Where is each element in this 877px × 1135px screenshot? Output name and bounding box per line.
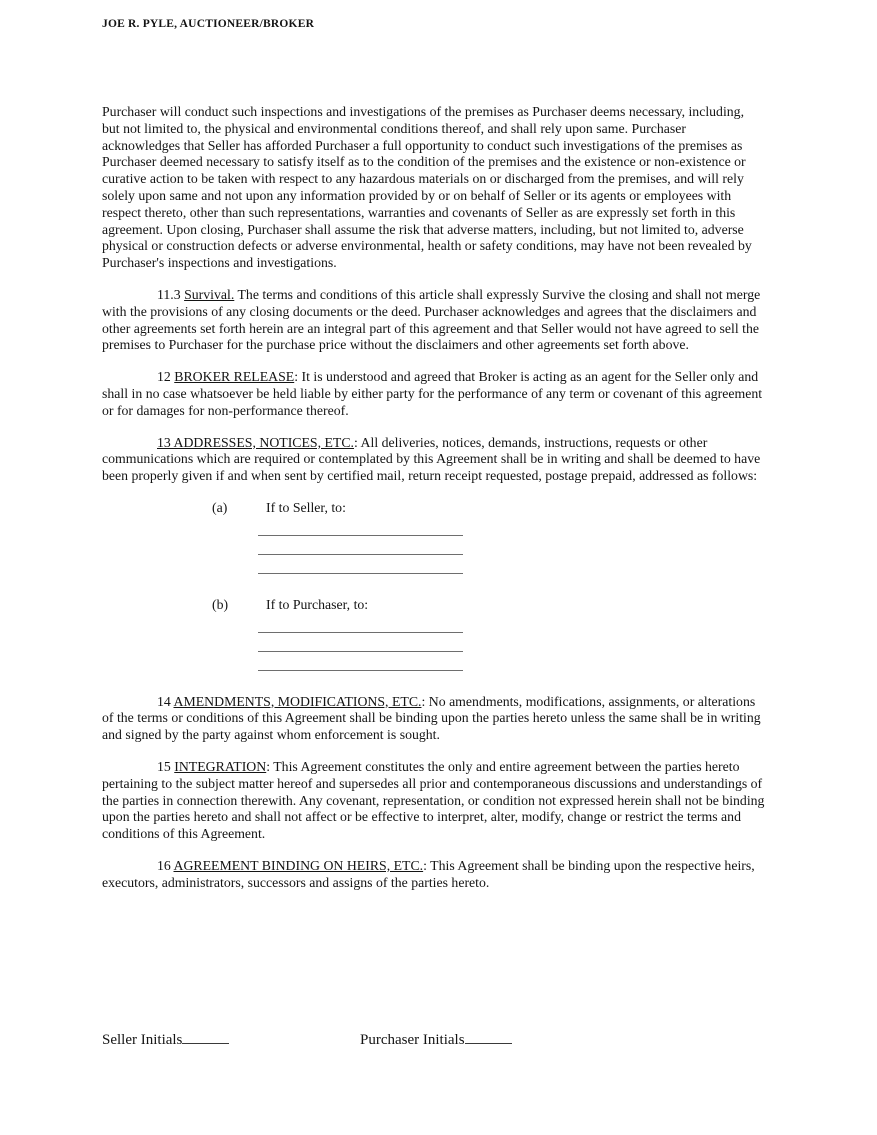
section-body-text: : All deliveries, notices, demands, instructions, requests or other communications which are required or contemplated by this Agreement shall be in writing and shall be deemed to have been properly given if and when sent by certified mail, return receipt requested, postage prepaid, addressed as follows:	[102, 434, 761, 484]
address-blank-line	[258, 555, 463, 574]
section-body-text: : This Agreement shall be binding upon the respective heirs, executors, administrators, successors and assigns of the parties hereto.	[102, 857, 755, 890]
address-item-label: (b)	[212, 596, 229, 612]
section-body-text: The terms and conditions of this article shall expressly Survive the closing and shall not merge with the provisions of any closing documents or the deed. Purchaser acknowledges and agrees that the disclaimers and other agreements set forth herein are an integral part of this agreement and that Seller would not have agreed to sell the premises to Purchaser for the purchase price without the disclaimers and other agreements set forth above.	[102, 286, 761, 353]
document-header-title: JOE R. PYLE, AUCTIONEER/BROKER	[102, 18, 315, 30]
address-item-text: If to Purchaser, to:	[266, 596, 369, 612]
address-fill-in-lines	[102, 517, 765, 574]
section-heading: INTEGRATION	[174, 758, 267, 774]
address-blank-line	[258, 652, 463, 671]
section-14-amendments	[102, 694, 765, 744]
seller-initials-label: Seller Initials	[102, 1032, 183, 1048]
section-number: 14	[157, 693, 174, 709]
section-13-addresses-notices	[102, 435, 765, 485]
address-block-heading	[212, 500, 765, 517]
paragraph-inspections-continuation: Purchaser will conduct such inspections and investigations of the premises as Purchaser deems necessary, including, but not limited to, the physical and environmental conditions thereof, and shall rely upon same. Purchaser acknowledges that Seller has afforded Purchaser a full opportunity to conduct such investigations of the premises as Purchaser deemed necessary to satisfy itself as to the condition of the premises and the existence or non-existence or curative action to be taken with respect to any hazardous materials on or discharged from the premises, and will rely solely upon same and not upon any information provided by or on behalf of Seller or its agents or employees with respect thereto, other than such representations, warranties and covenants of Seller as are expressly set forth in this agreement. Upon closing, Purchaser shall assume the risk that adverse matters, including, but not limited to, adverse physical or construction defects or adverse environmental, health or safety conditions, may have not been revealed by Purchaser's inspections and investigations.	[102, 104, 752, 271]
section-heading: AMENDMENTS, MODIFICATIONS, ETC.	[173, 693, 422, 709]
section-number: 12	[157, 369, 175, 385]
section-16-binding-on-heirs	[102, 858, 765, 892]
section-heading: AGREEMENT BINDING ON HEIRS, ETC.	[173, 857, 424, 873]
address-blank-line	[258, 633, 463, 652]
purchaser-initials-field	[360, 1029, 512, 1049]
seller-initials-field	[102, 1029, 360, 1049]
address-item-text: If to Seller, to:	[266, 499, 346, 515]
section-heading: Survival.	[184, 286, 235, 302]
section-number: 16	[157, 857, 174, 873]
address-blank-line	[258, 614, 463, 633]
section-number: 11.3	[157, 286, 185, 302]
address-block-purchaser	[102, 597, 765, 671]
address-fill-in-lines	[102, 614, 765, 671]
section-11-3-survival	[102, 287, 765, 354]
section-body-text: : It is understood and agreed that Broker is acting as an agent for the Seller only and shall in no case whatsoever be held liable by either party for the performance of any term or covenant of this agreement or for damages for non-performance thereof.	[102, 369, 763, 418]
seller-initials-blank-line	[182, 1029, 229, 1044]
address-block-heading	[212, 597, 765, 614]
section-body-text: : No amendments, modifications, assignments, or alterations of the terms or conditions of this Agreement shall be binding upon the parties hereto unless the same shall be in writing and signed by the party against whom enforcement is sought.	[102, 693, 761, 743]
section-body-text: : This Agreement constitutes the only and entire agreement between the parties hereto pertaining to the subject matter hereof and supersedes all prior and contemporaneous discussions and understandings of the parties in connection therewith. Any covenant, representation, or condition not expressed herein shall not be binding upon the parties hereto and shall not affect or be effective to interpret, alter, modify, change or restrict the terms and conditions of this Agreement.	[102, 758, 765, 842]
section-number: 15	[157, 758, 175, 774]
address-item-label: (a)	[212, 499, 228, 515]
initials-footer	[102, 1029, 512, 1049]
address-blank-line	[258, 517, 463, 536]
section-12-broker-release	[102, 369, 765, 419]
section-15-integration	[102, 759, 765, 843]
section-heading: BROKER RELEASE	[174, 369, 295, 385]
purchaser-initials-label: Purchaser Initials	[360, 1032, 465, 1048]
address-block-seller	[102, 500, 765, 574]
section-heading: 13 ADDRESSES, NOTICES, ETC.	[157, 434, 355, 450]
purchaser-initials-blank-line	[465, 1029, 512, 1044]
address-blank-line	[258, 536, 463, 555]
